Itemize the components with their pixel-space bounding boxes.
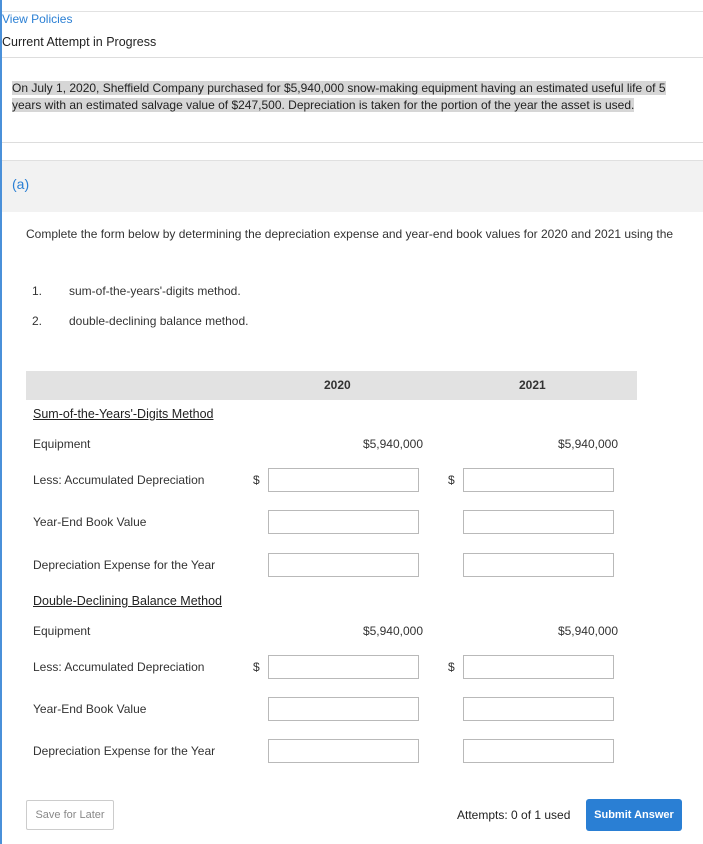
soyd-equipment-2021: $5,940,000 (557, 437, 618, 451)
part-label: (a) (12, 176, 30, 192)
ddb-equipment-2021: $5,940,000 (557, 624, 618, 638)
ddb-equipment-2020: $5,940,000 (362, 624, 423, 638)
divider (2, 142, 703, 143)
soyd-dep-expense-label: Depreciation Expense for the Year (33, 558, 216, 572)
view-policies-link[interactable]: View Policies (2, 12, 73, 26)
currency-symbol: $ (253, 473, 260, 487)
top-bar (0, 0, 703, 12)
soyd-accum-dep-2020-input[interactable] (268, 468, 419, 492)
divider (2, 57, 703, 58)
method-number-1: 1. (32, 284, 43, 298)
submit-answer-button[interactable]: Submit Answer (586, 799, 682, 831)
soyd-section-title: Sum-of-the-Years'-Digits Method (33, 407, 214, 421)
currency-symbol: $ (448, 660, 455, 674)
left-accent-rule (0, 0, 2, 844)
column-header-2020: 2020 (324, 378, 351, 392)
ddb-dep-expense-2021-input[interactable] (463, 739, 614, 763)
soyd-accum-dep-2021-input[interactable] (463, 468, 614, 492)
currency-symbol: $ (448, 473, 455, 487)
ddb-accum-dep-2020-input[interactable] (268, 655, 419, 679)
ddb-book-value-label: Year-End Book Value (33, 702, 147, 716)
save-for-later-button[interactable]: Save for Later (26, 800, 114, 830)
soyd-book-value-2020-input[interactable] (268, 510, 419, 534)
problem-statement (12, 80, 695, 114)
soyd-equipment-label: Equipment (33, 437, 91, 451)
problem-text: On July 1, 2020, Sheffield Company purchased for $5,940,000 snow-making equipment having an estimated useful life of 5 years with an estimated salvage value of $247,500. Depreciation is taken for the portion of the year the asset is used. (12, 81, 666, 112)
ddb-book-value-2020-input[interactable] (268, 697, 419, 721)
ddb-accum-dep-2021-input[interactable] (463, 655, 614, 679)
ddb-equipment-label: Equipment (33, 624, 91, 638)
method-text-1: sum-of-the-years'-digits method. (69, 284, 241, 298)
soyd-dep-expense-2020-input[interactable] (268, 553, 419, 577)
method-number-2: 2. (32, 314, 43, 328)
soyd-accum-dep-label: Less: Accumulated Depreciation (33, 473, 205, 487)
soyd-book-value-label: Year-End Book Value (33, 515, 147, 529)
ddb-dep-expense-2020-input[interactable] (268, 739, 419, 763)
part-header (2, 160, 703, 212)
column-header-2021: 2021 (519, 378, 546, 392)
instructions-text: Complete the form below by determining the depreciation expense and year-end book values for 2020 and 2021 using the (26, 227, 674, 241)
attempt-status-title: Current Attempt in Progress (2, 35, 157, 49)
currency-symbol: $ (253, 660, 260, 674)
soyd-equipment-2020: $5,940,000 (362, 437, 423, 451)
method-text-2: double-declining balance method. (69, 314, 249, 328)
ddb-accum-dep-label: Less: Accumulated Depreciation (33, 660, 205, 674)
ddb-book-value-2021-input[interactable] (463, 697, 614, 721)
soyd-book-value-2021-input[interactable] (463, 510, 614, 534)
ddb-section-title: Double-Declining Balance Method (33, 594, 223, 608)
soyd-dep-expense-2021-input[interactable] (463, 553, 614, 577)
attempts-counter: Attempts: 0 of 1 used (457, 808, 571, 822)
ddb-dep-expense-label: Depreciation Expense for the Year (33, 744, 216, 758)
